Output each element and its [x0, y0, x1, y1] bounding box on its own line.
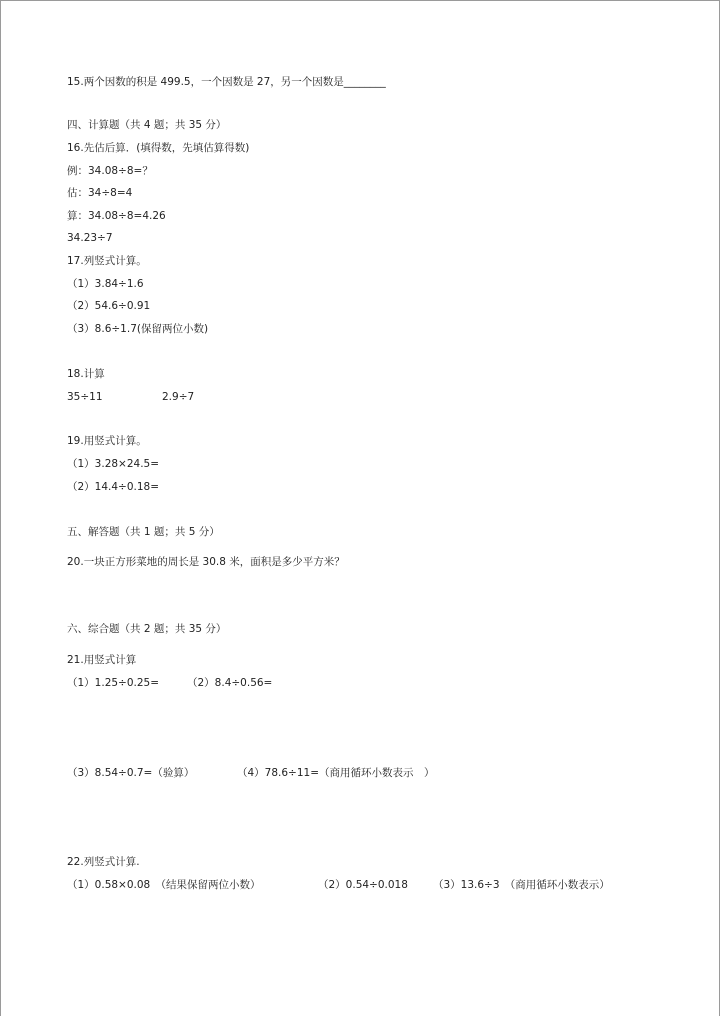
question-17-title: 17.列竖式计算。: [67, 255, 147, 267]
section-4-heading: 四、计算题（共 4 题；共 35 分）: [67, 119, 227, 131]
question-19-item-2: （2）14.4÷0.18=: [67, 481, 160, 493]
question-19-title: 19.用竖式计算。: [67, 435, 147, 447]
question-21-title: 21.用竖式计算: [67, 654, 137, 666]
question-22-title: 22.列竖式计算.: [67, 856, 140, 868]
question-18-item-2: 2.9÷7: [162, 391, 195, 403]
question-22-item-2: （2）0.54÷0.018: [318, 879, 408, 891]
section-5-heading: 五、解答题（共 1 题；共 5 分）: [67, 526, 220, 538]
question-19-item-1: （1）3.28×24.5=: [67, 458, 160, 470]
question-21-item-2: （2）8.4÷0.56=: [187, 677, 273, 689]
question-21-item-3: （3）8.54÷0.7=（验算）: [67, 767, 195, 779]
question-15: 15.两个因数的积是 499.5，一个因数是 27，另一个因数是________: [67, 76, 386, 88]
question-16-problem: 34.23÷7: [67, 232, 113, 244]
question-17-item-3: （3）8.6÷1.7(保留两位小数): [67, 323, 209, 335]
question-16-example: 例：34.08÷8=？: [67, 165, 153, 177]
section-6-heading: 六、综合题（共 2 题；共 35 分）: [67, 623, 227, 635]
question-21-item-4: （4）78.6÷11=（商用循环小数表示 ）: [237, 767, 435, 779]
question-17-item-1: （1）3.84÷1.6: [67, 278, 144, 290]
question-22-item-1: （1）0.58×0.08 （结果保留两位小数）: [67, 879, 261, 891]
question-16-title: 16.先估后算．(填得数，先填估算得数): [67, 142, 250, 154]
question-16-estimate: 估：34÷8=4: [67, 187, 133, 199]
question-18-title: 18.计算: [67, 368, 105, 380]
question-21-item-1: （1）1.25÷0.25=: [67, 677, 160, 689]
question-17-item-2: （2）54.6÷0.91: [67, 300, 151, 312]
question-20: 20.一块正方形菜地的周长是 30.8 米，面积是多少平方米？: [67, 556, 345, 568]
question-18-item-1: 35÷11: [67, 391, 103, 403]
question-16-calculate: 算：34.08÷8=4.26: [67, 210, 166, 222]
question-22-item-3: （3）13.6÷3 （商用循环小数表示）: [433, 879, 610, 891]
